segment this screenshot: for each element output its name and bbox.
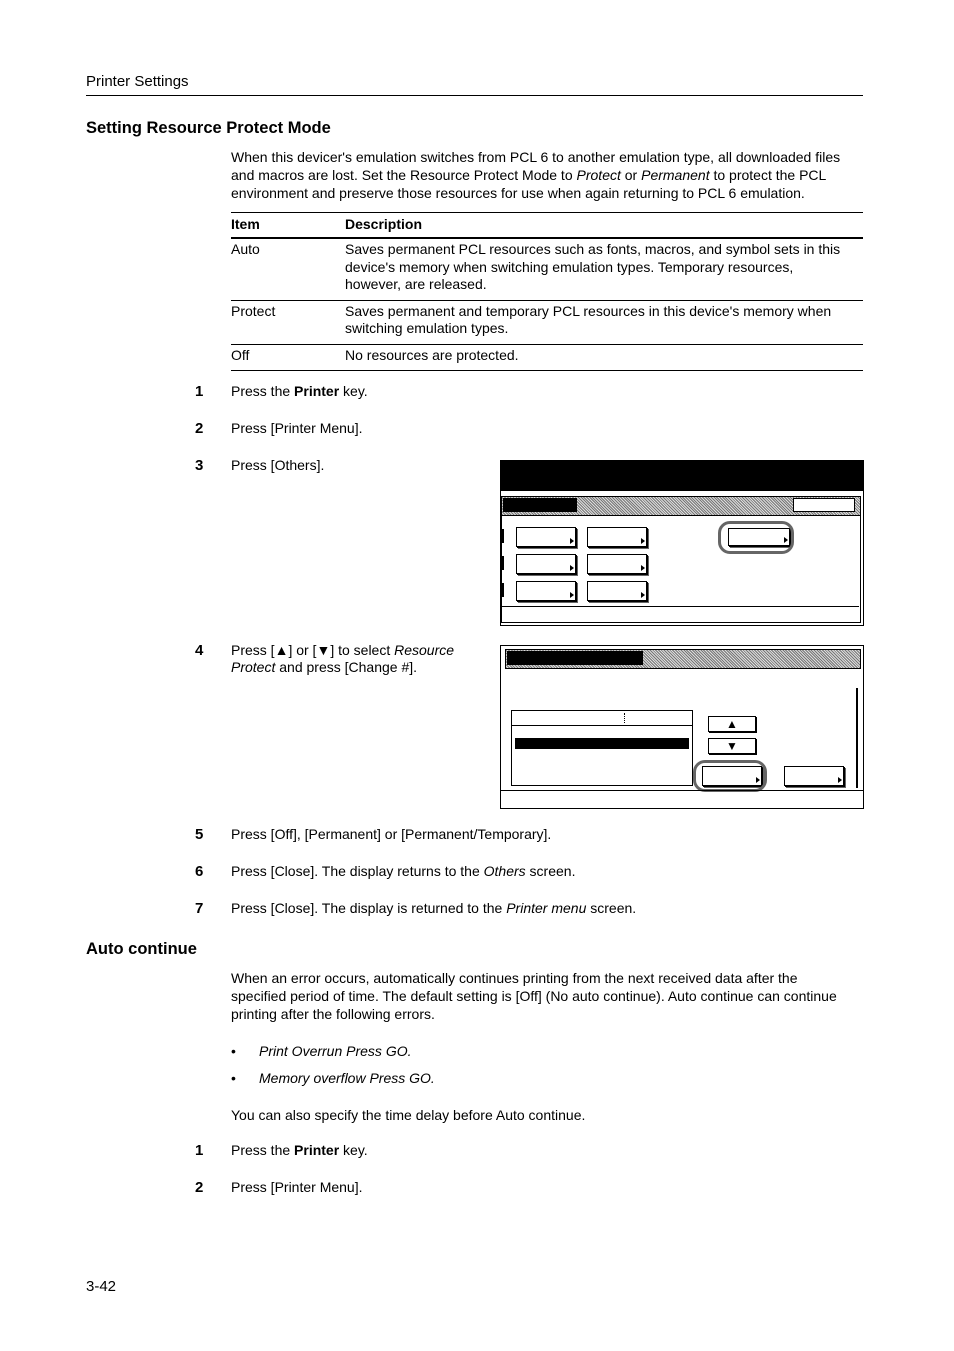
step-number: 5 bbox=[195, 826, 204, 843]
screen-key bbox=[784, 766, 844, 786]
screen-menu-key bbox=[587, 554, 647, 574]
screen-close-button bbox=[793, 498, 855, 512]
screen-status-line bbox=[501, 606, 859, 607]
step-text: Press the Printer key. bbox=[231, 1142, 368, 1158]
step-text: Press [Close]. The display is returned to the Printer menu screen. bbox=[231, 900, 637, 916]
screen-setting-list bbox=[511, 710, 693, 786]
screen-status-line bbox=[501, 790, 863, 791]
list-header-rule bbox=[512, 725, 692, 726]
highlight-ring bbox=[718, 521, 794, 554]
table-cell-item: Protect bbox=[231, 300, 345, 344]
down-arrow-key: ▼ bbox=[708, 738, 756, 754]
screen-menu-key bbox=[587, 527, 647, 547]
step-text: Press [Others]. bbox=[231, 457, 325, 473]
step-text: Press [Off], [Permanent] or [Permanent/Temporary]. bbox=[231, 826, 552, 842]
highlight-ring bbox=[693, 760, 767, 792]
screen-edge-mark bbox=[502, 529, 504, 543]
header-rule bbox=[86, 95, 863, 96]
step-number: 3 bbox=[195, 457, 204, 474]
screen-tab-active bbox=[507, 651, 643, 665]
step-number: 6 bbox=[195, 863, 204, 880]
step-number: 2 bbox=[195, 1179, 204, 1196]
auto-continue-paragraph: When an error occurs, automatically continues printing from the next received data after the specified period of time. The default setting is [Off] (No auto continue). Auto continue can continue printing after the following errors. bbox=[231, 970, 837, 1022]
intro-line-1: When this devicer's emulation switches from PCL 6 to another emulation type, all downloaded files bbox=[231, 149, 841, 165]
table-header-description: Description bbox=[345, 213, 863, 239]
others-screen-illustration bbox=[500, 460, 864, 626]
screen-menu-key bbox=[516, 527, 576, 547]
screen-menu-key bbox=[516, 554, 576, 574]
table-header-row bbox=[231, 213, 863, 239]
screen-edge-mark bbox=[502, 583, 504, 597]
table-row bbox=[231, 344, 863, 371]
screen-scroll-rule bbox=[856, 688, 858, 788]
step-number: 1 bbox=[195, 383, 204, 400]
bullet-item: Print Overrun Press GO. bbox=[259, 1043, 412, 1059]
list-column-separator bbox=[624, 713, 625, 723]
step-number: 1 bbox=[195, 1142, 204, 1159]
list-selected-row bbox=[515, 738, 689, 749]
step-number: 7 bbox=[195, 900, 204, 917]
step-text: Press [Close]. The display returns to the Others screen. bbox=[231, 863, 576, 879]
table-header-item: Item bbox=[231, 213, 345, 239]
screen-menu-key bbox=[516, 581, 576, 601]
step-number: 2 bbox=[195, 420, 204, 437]
table-cell-item: Auto bbox=[231, 238, 345, 300]
step-text: Press [▲] or [▼] to select Resource Protect and press [Change #]. bbox=[231, 642, 455, 675]
intro-line-3: environment and preserve those resources for use when again returning to PCL 6 emulation. bbox=[231, 185, 805, 201]
step-text: Press [Printer Menu]. bbox=[231, 420, 363, 436]
bullet-mark: • bbox=[231, 1043, 236, 1059]
bullet-item: Memory overflow Press GO. bbox=[259, 1070, 435, 1086]
table-row bbox=[231, 238, 863, 300]
table-cell-item: Off bbox=[231, 344, 345, 371]
step-text: Press the Printer key. bbox=[231, 383, 368, 399]
running-header: Printer Settings bbox=[86, 73, 189, 90]
step-number: 4 bbox=[195, 642, 204, 659]
auto-continue-note: You can also specify the time delay before Auto continue. bbox=[231, 1107, 586, 1123]
table-row bbox=[231, 300, 863, 344]
up-arrow-key: ▲ bbox=[708, 716, 756, 732]
up-arrow-icon: ▲ bbox=[274, 642, 289, 658]
table-cell-description: Saves permanent and temporary PCL resources in this device's memory when switching emulation types. bbox=[345, 300, 863, 344]
intro-paragraph bbox=[231, 148, 863, 202]
table-cell-description: No resources are protected. bbox=[345, 344, 863, 371]
page-number: 3-42 bbox=[86, 1278, 117, 1295]
section-title-resource-protect: Setting Resource Protect Mode bbox=[86, 119, 331, 137]
mode-table bbox=[231, 212, 863, 371]
step-text: Press [Printer Menu]. bbox=[231, 1179, 363, 1195]
screen-tab-active bbox=[503, 498, 577, 512]
down-arrow-icon: ▼ bbox=[316, 642, 331, 658]
screen-menu-key bbox=[587, 581, 647, 601]
section-title-auto-continue: Auto continue bbox=[86, 940, 197, 958]
screen-title-bar bbox=[501, 461, 863, 491]
table-cell-description: Saves permanent PCL resources such as fonts, macros, and symbol sets in this device's memory when switching emulation types. Temporary resources, however, are released. bbox=[345, 238, 863, 300]
resource-protect-screen-illustration bbox=[500, 645, 864, 809]
bullet-mark: • bbox=[231, 1070, 236, 1086]
screen-edge-mark bbox=[502, 556, 504, 570]
intro-line-2: and macros are lost. Set the Resource Protect Mode to Protect or Permanent to protect the PCL bbox=[231, 167, 827, 183]
